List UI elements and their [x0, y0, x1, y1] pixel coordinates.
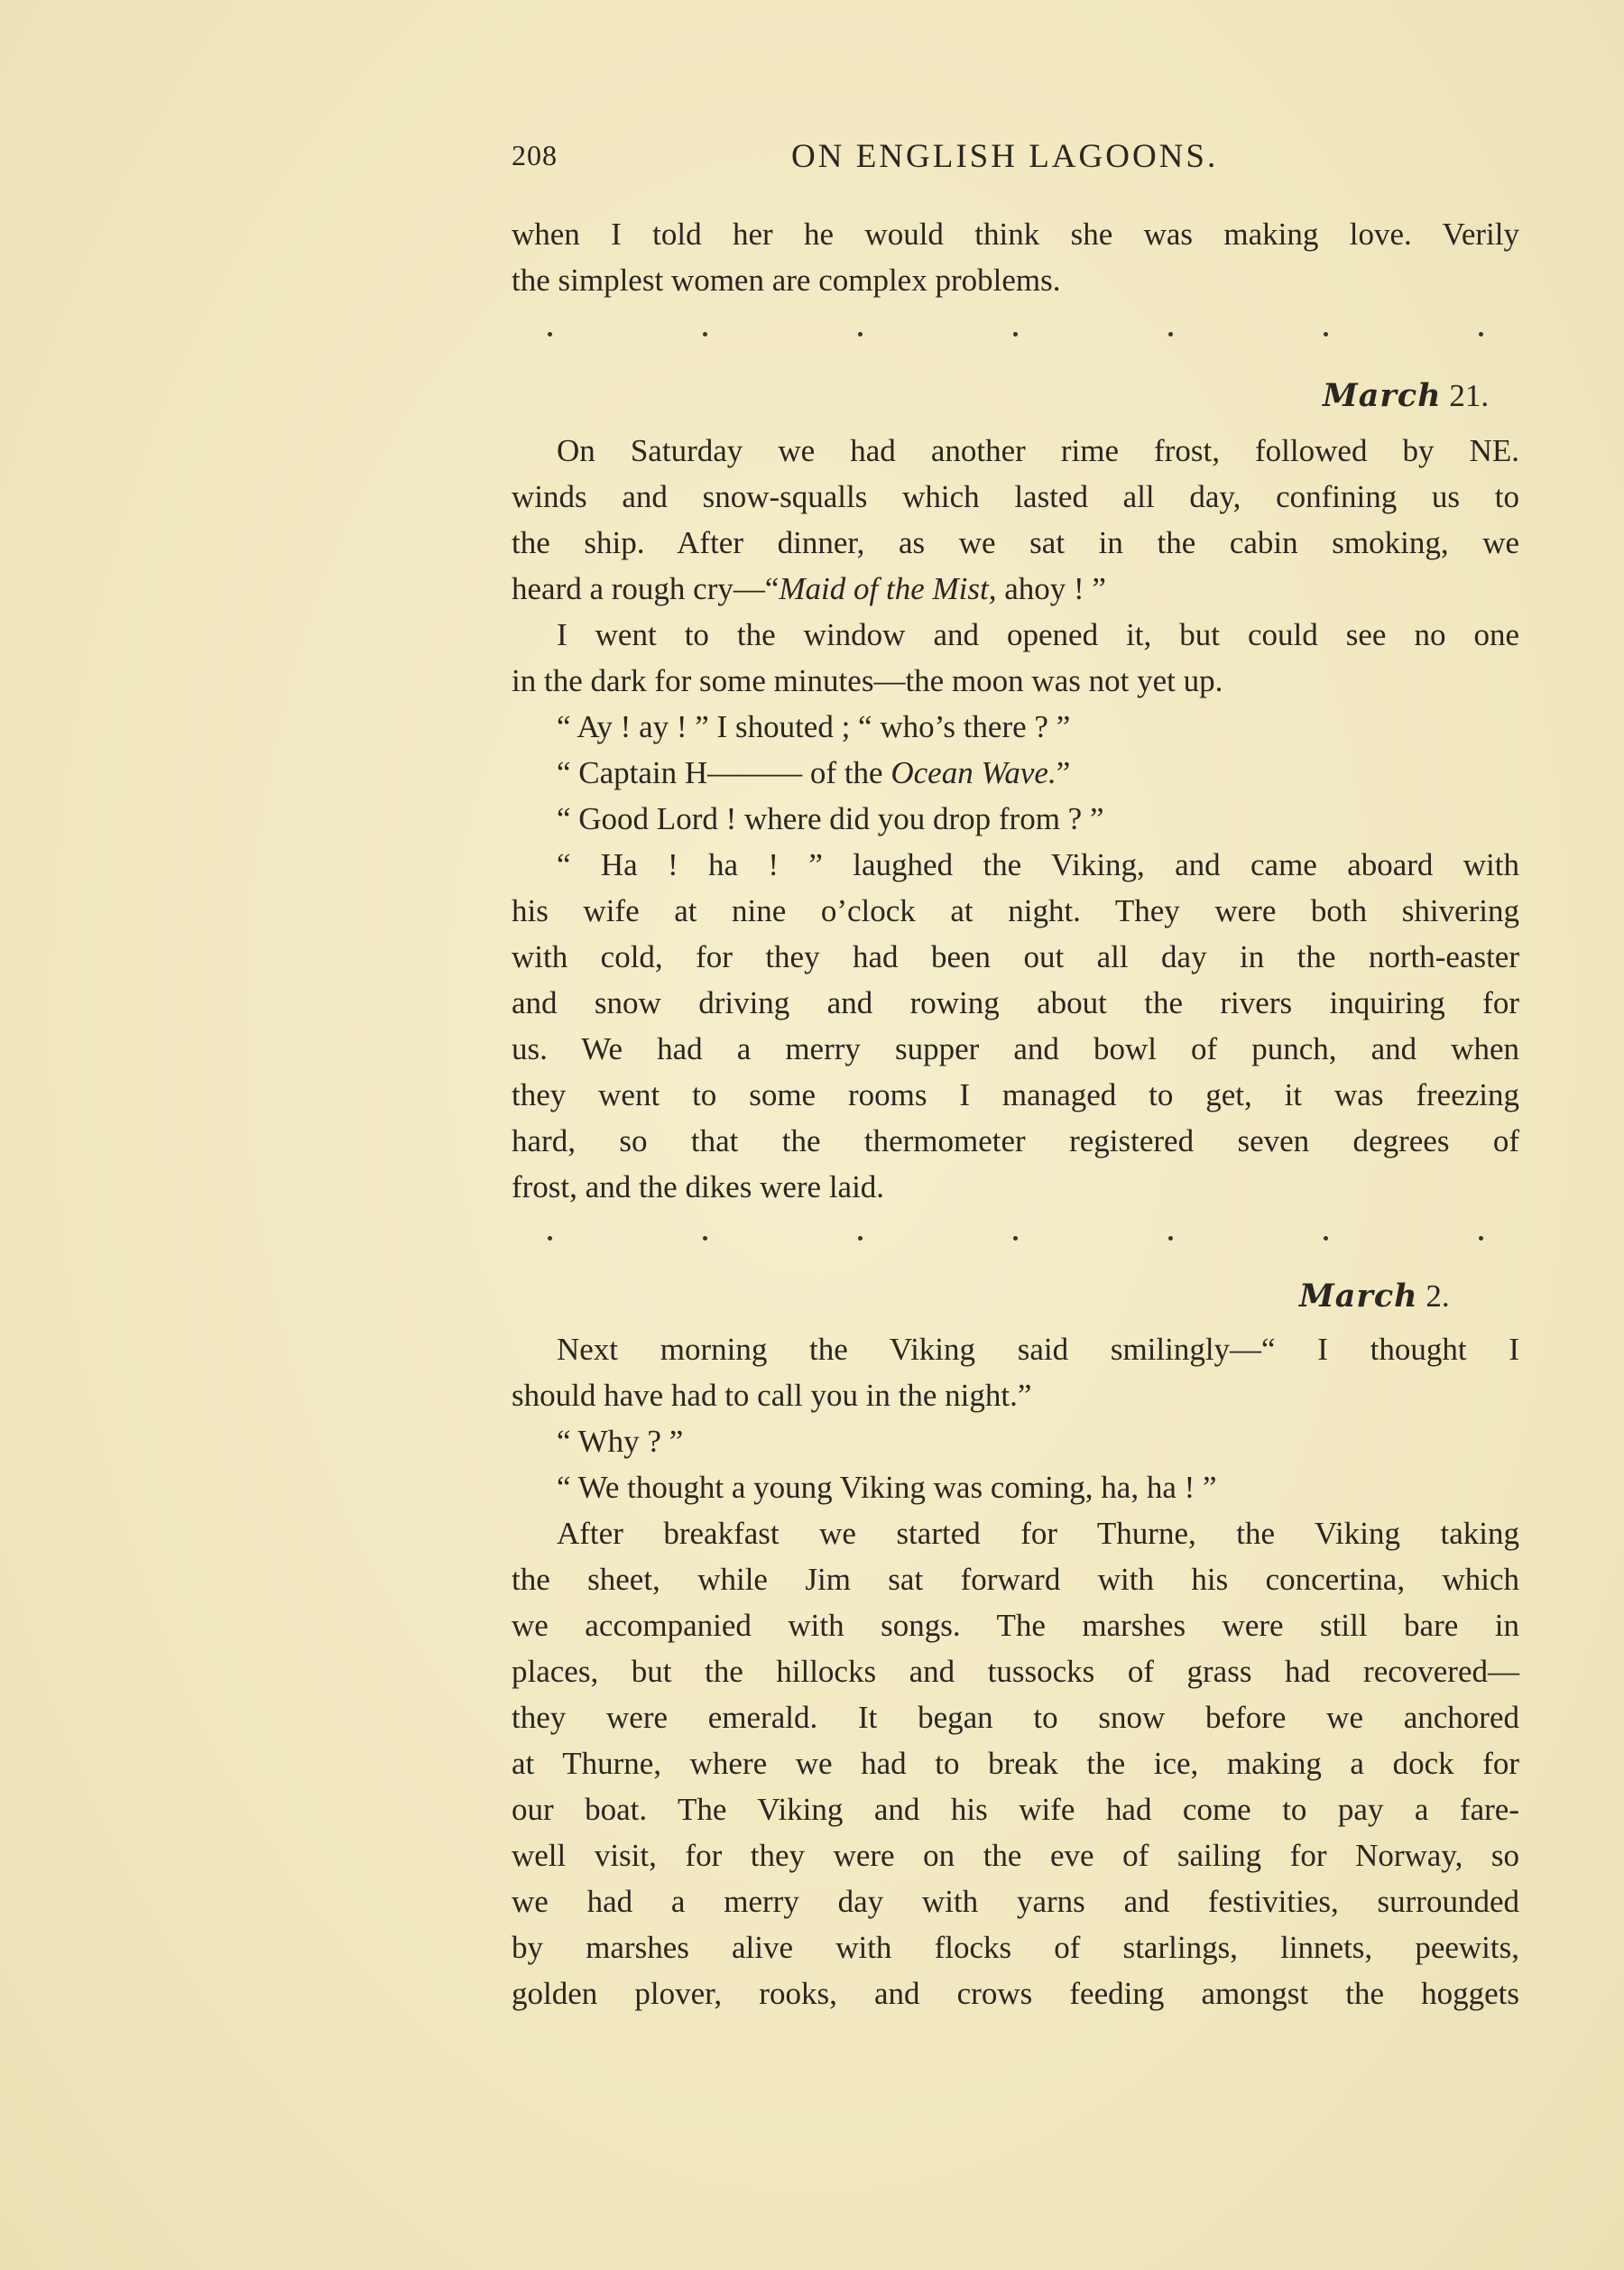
- text-line: the sheet, while Jim sat forward with his concertina, which: [512, 1562, 1519, 1597]
- text-line: After breakfast we started for Thurne, the Viking taking: [557, 1516, 1519, 1551]
- ellipsis-dot: [1013, 1236, 1018, 1241]
- dateline-day: 2.: [1426, 1278, 1450, 1314]
- ellipsis-dot: [1324, 332, 1328, 337]
- ellipsis-dot: [703, 1236, 707, 1241]
- ship-name: Maid of the Mist,: [779, 571, 997, 606]
- text-line: his wife at nine o’clock at night. They were both shivering: [512, 893, 1519, 928]
- text-line: in the dark for some minutes—the moon was not yet up.: [512, 663, 1223, 698]
- text-line: the simplest women are complex problems.: [512, 263, 1061, 298]
- text-line: On Saturday we had another rime frost, followed by NE.: [557, 433, 1519, 468]
- ellipsis-dot: [1168, 1236, 1173, 1241]
- section-break-dots: [512, 1236, 1519, 1241]
- text-line: “ We thought a young Viking was coming, ha, ha ! ”: [557, 1470, 1217, 1505]
- entry-march-21: [512, 428, 1519, 1210]
- text-line: the ship. After dinner, as we sat in the cabin smoking, we: [512, 525, 1519, 560]
- dateline-day: 21.: [1449, 378, 1490, 413]
- text-line: winds and snow-squalls which lasted all day, confining us to: [512, 479, 1519, 514]
- text-line: “ Ay ! ay ! ” I shouted ; “ who’s there ? ”: [557, 709, 1071, 744]
- dateline-march-2: [1299, 1278, 1450, 1315]
- text-run: ahoy ! ”: [996, 571, 1106, 606]
- ellipsis-dot: [548, 332, 552, 337]
- entry-march-2: [512, 1326, 1519, 2016]
- ellipsis-dot: [1479, 1236, 1483, 1241]
- text-line: when I told her he would think she was making love. Verily: [512, 217, 1519, 252]
- text-line: they were emerald. It began to snow before we anchored: [512, 1700, 1519, 1735]
- text-line: “ Why ? ”: [557, 1424, 684, 1459]
- text-line: with cold, for they had been out all day in the north-easter: [512, 939, 1519, 974]
- text-line: “ Good Lord ! where did you drop from ? ”: [557, 801, 1104, 836]
- text-run: heard a rough cry—“: [512, 571, 780, 606]
- text-run: “ Captain H——— of the: [557, 755, 891, 790]
- text-line: frost, and the dikes were laid.: [512, 1169, 885, 1204]
- paragraph-continuation: [512, 211, 1519, 303]
- dateline-month: March: [1323, 377, 1442, 414]
- text-line: us. We had a merry supper and bowl of punch, and when: [512, 1031, 1519, 1066]
- page-number: 208: [512, 139, 558, 171]
- ellipsis-dot: [858, 1236, 863, 1241]
- ellipsis-dot: [548, 1236, 552, 1241]
- text-line: at Thurne, where we had to break the ice, making a dock for: [512, 1746, 1519, 1781]
- text-line: by marshes alive with flocks of starlings, linnets, peewits,: [512, 1930, 1519, 1965]
- text-line: golden plover, rooks, and crows feeding amongst the hoggets: [512, 1976, 1519, 2011]
- page-header: [512, 132, 1522, 177]
- ellipsis-dot: [703, 332, 707, 337]
- text-line: places, but the hillocks and tussocks of grass had recovered—: [512, 1654, 1519, 1689]
- text-line: well visit, for they were on the eve of sailing for Norway, so: [512, 1838, 1519, 1873]
- text-line: our boat. The Viking and his wife had come to pay a fare-: [512, 1792, 1519, 1827]
- text-line: “ Ha ! ha ! ” laughed the Viking, and came aboard with: [557, 847, 1519, 882]
- text-line: should have had to call you in the night.”: [512, 1378, 1032, 1413]
- text-line: [512, 750, 1519, 796]
- ellipsis-dot: [1324, 1236, 1328, 1241]
- ellipsis-dot: [858, 332, 863, 337]
- dateline-march-21: [1323, 377, 1489, 414]
- dateline-month: March: [1299, 1278, 1418, 1315]
- text-line: we accompanied with songs. The marshes were still bare in: [512, 1608, 1519, 1643]
- text-line: Next morning the Viking said smilingly—“ I thought I: [557, 1332, 1519, 1367]
- ellipsis-dot: [1168, 332, 1173, 337]
- text-line: [512, 566, 1519, 612]
- ship-name: Ocean Wave.: [890, 755, 1057, 790]
- running-title: ON ENGLISH LAGOONS.: [791, 138, 1219, 175]
- section-break-dots: [512, 332, 1519, 337]
- ellipsis-dot: [1013, 332, 1018, 337]
- text-line: and snow driving and rowing about the rivers inquiring for: [512, 985, 1519, 1020]
- text-line: they went to some rooms I managed to get, it was freezing: [512, 1077, 1519, 1112]
- text-line: we had a merry day with yarns and festivities, surrounded: [512, 1884, 1519, 1919]
- text-run: ”: [1056, 755, 1071, 790]
- ellipsis-dot: [1479, 332, 1483, 337]
- text-line: hard, so that the thermometer registered seven degrees of: [512, 1123, 1519, 1158]
- text-line: I went to the window and opened it, but could see no one: [557, 617, 1519, 652]
